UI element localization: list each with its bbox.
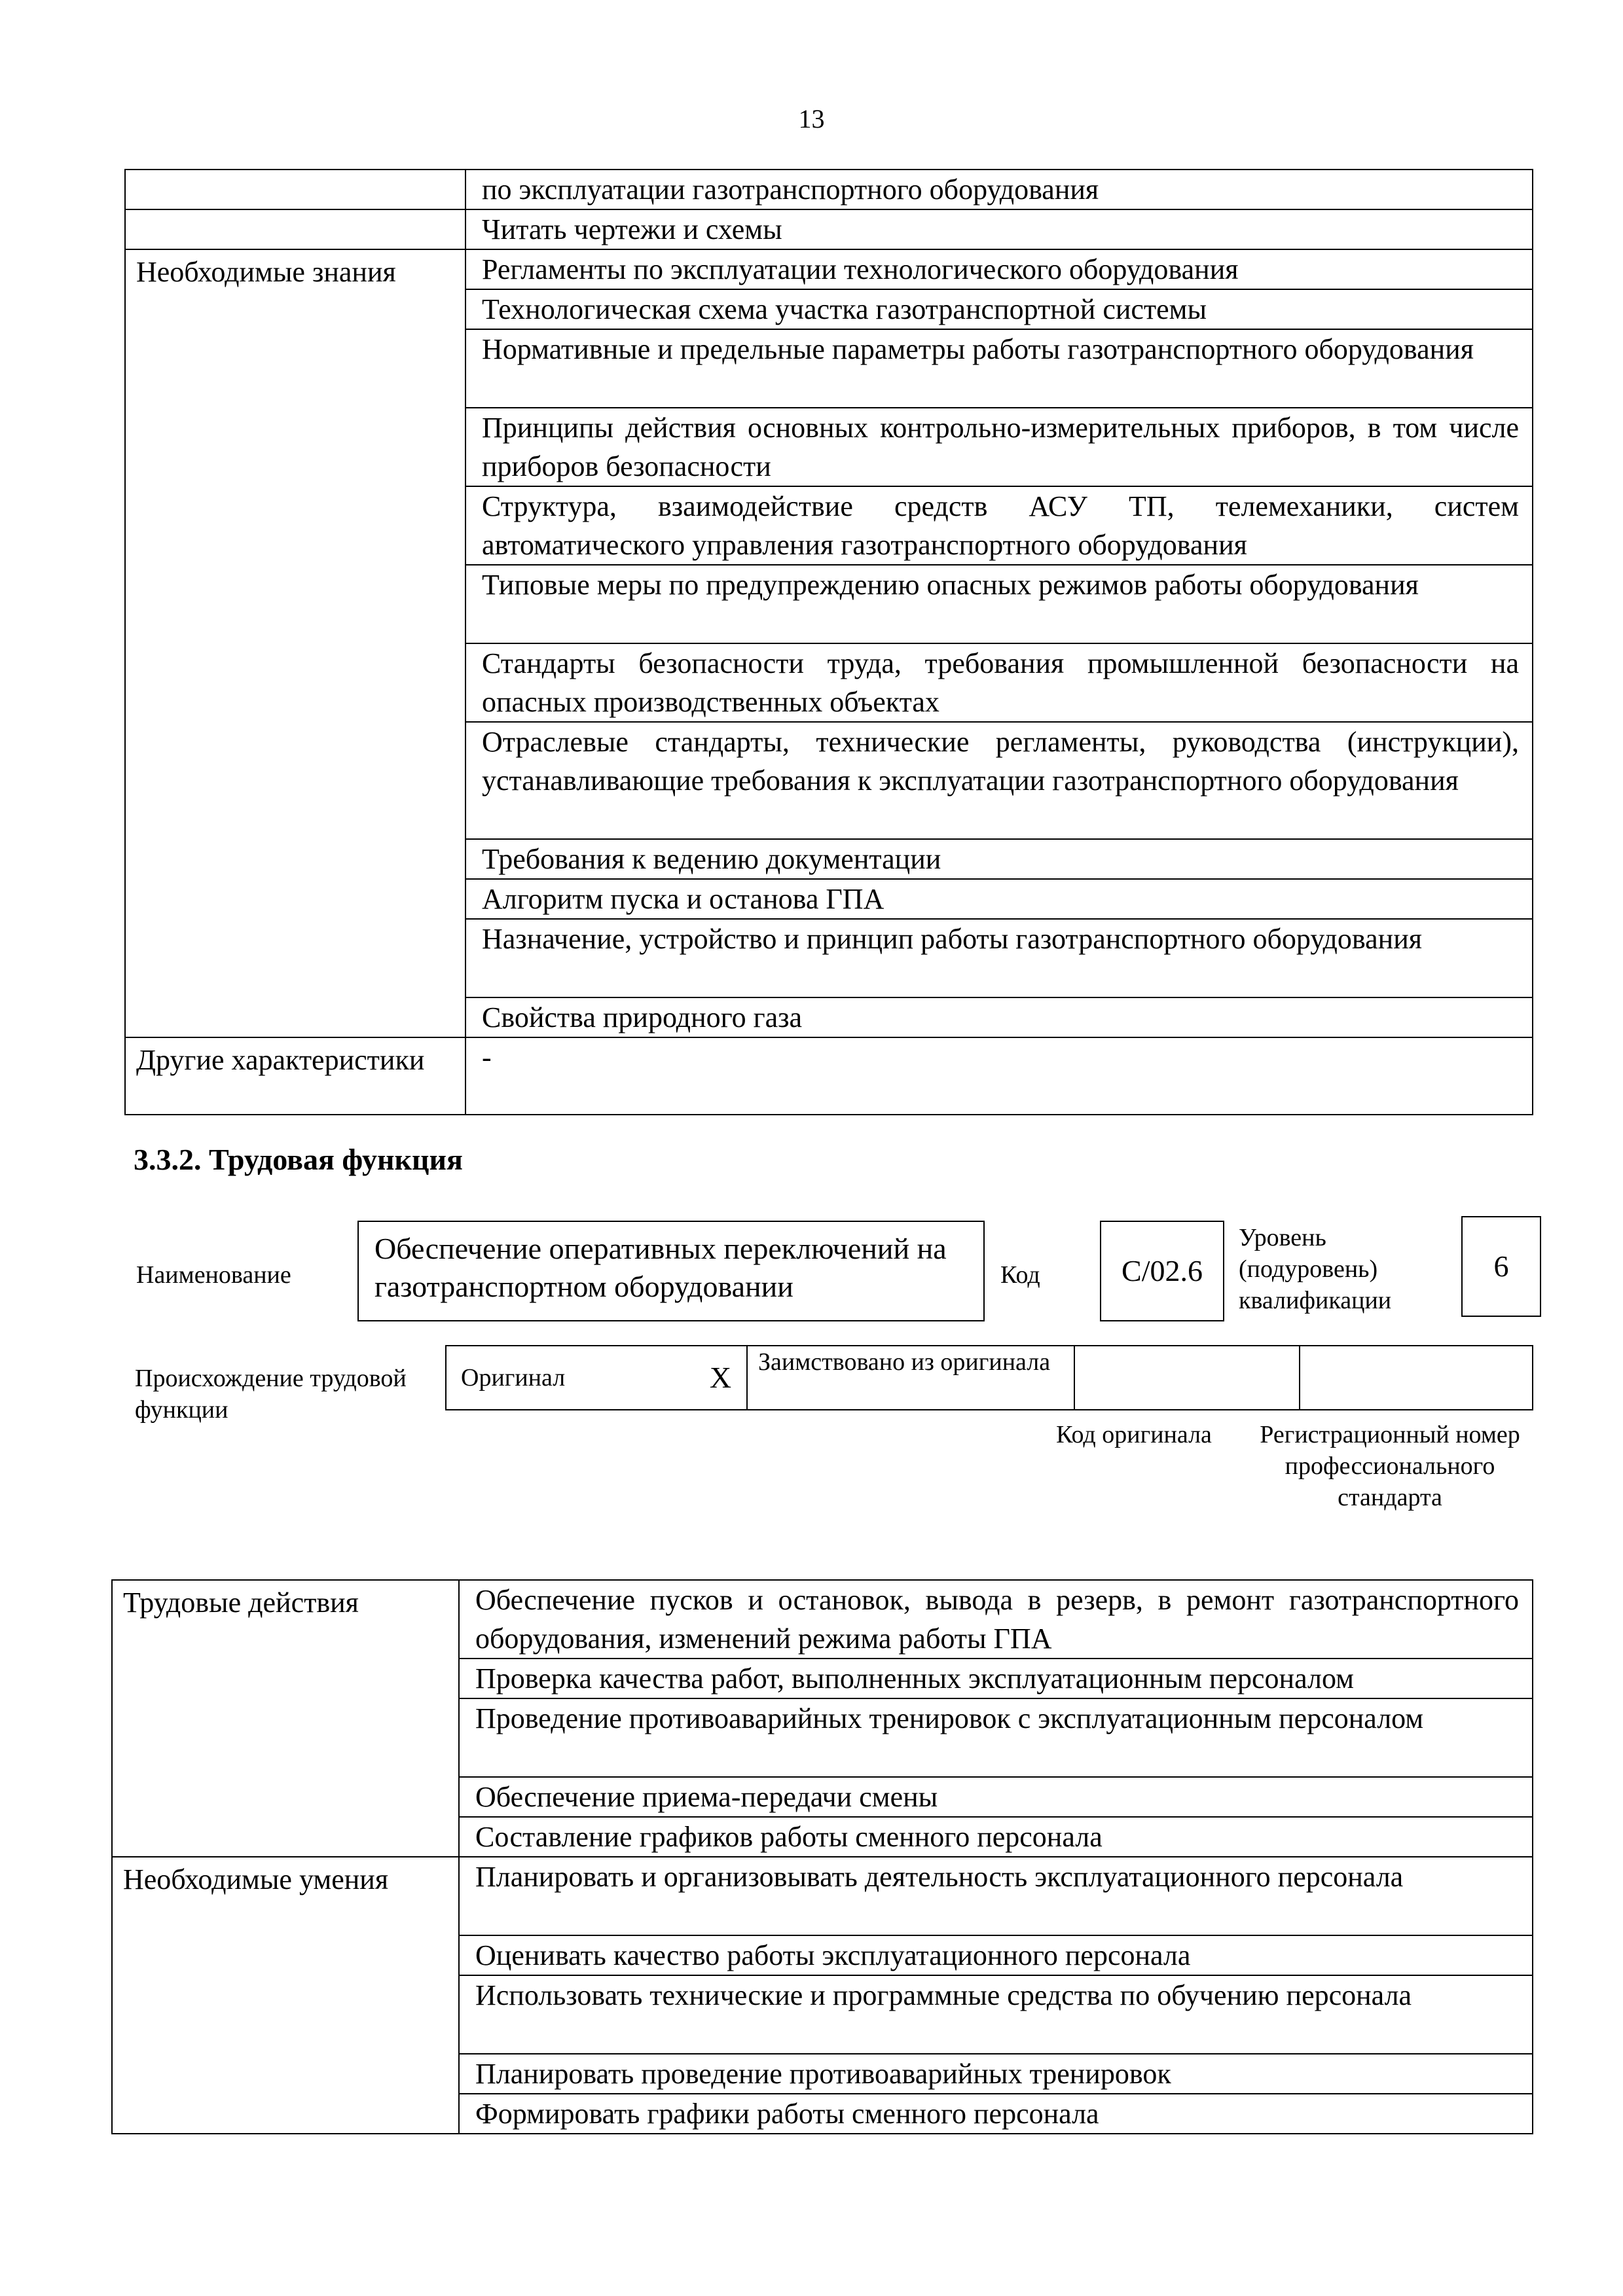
table-cell: Проведение противоаварийных тренировок с эксплуатационным персоналом [459, 1698, 1533, 1777]
table-cell: Планировать проведение противоаварийных тренировок [459, 2054, 1533, 2094]
origin-label: Происхождение трудовой функции [135, 1365, 407, 1424]
name-label: Наименование [136, 1261, 291, 1289]
reg-caption: Регистрационный номер профессионального стандарта [1260, 1421, 1520, 1511]
table-row [125, 1037, 1533, 1115]
table-cell: Регламенты по эксплуатации технологического оборудования [465, 249, 1533, 289]
code-caption: Код оригинала [1056, 1421, 1212, 1448]
level-box [1461, 1216, 1541, 1317]
table-row [446, 1346, 1533, 1410]
table-cell: Структура, взаимодействие средств АСУ ТП, телемеханики, систем автоматического управления газотранспортного оборудования [465, 486, 1533, 565]
code-label: Код [1000, 1261, 1040, 1289]
table-cell: Принципы действия основных контрольно-измерительных приборов, в том числе приборов безопасности [465, 408, 1533, 486]
registration-number-cell [1300, 1346, 1533, 1410]
table-cell: Планировать и организовывать деятельность эксплуатационного персонала [459, 1857, 1533, 1935]
knowledge-table [124, 169, 1533, 1115]
table-cell: Отраслевые стандарты, технические регламенты, руководства (инструкции), устанавливающие требования к эксплуатации газотранспортного оборудования [465, 722, 1533, 839]
table-cell: Составление графиков работы сменного персонала [459, 1817, 1533, 1857]
table-cell: Формировать графики работы сменного персонала [459, 2094, 1533, 2134]
level-value: 6 [1493, 1249, 1509, 1283]
original-mark: X [695, 1346, 747, 1410]
table-cell: Алгоритм пуска и останова ГПА [465, 879, 1533, 919]
original-label: Оригинал [446, 1346, 695, 1410]
skills-label: Необходимые умения [112, 1857, 459, 2134]
origin-table [445, 1345, 1533, 1410]
table-cell: Типовые меры по предупреждению опасных режимов работы оборудования [465, 565, 1533, 643]
table-cell: Обеспечение приема-передачи смены [459, 1777, 1533, 1817]
table-row [125, 170, 1533, 209]
table-cell: Стандарты безопасности труда, требования промышленной безопасности на опасных производственных объектах [465, 643, 1533, 722]
table-cell: по эксплуатации газотранспортного оборудования [465, 170, 1533, 209]
actions-label: Трудовые действия [112, 1580, 459, 1857]
table-cell: Проверка качества работ, выполненных эксплуатационным персоналом [459, 1659, 1533, 1698]
table-cell: Обеспечение пусков и остановок, вывода в резерв, в ремонт газотранспортного оборудования, изменений режима работы ГПА [459, 1580, 1533, 1659]
code-box [1100, 1221, 1224, 1321]
code-value: С/02.6 [1122, 1254, 1203, 1287]
table-cell: Требования к ведению документации [465, 839, 1533, 879]
level-label: Уровень (подуровень) квалификации [1239, 1224, 1392, 1314]
table-cell: Использовать технические и программные средства по обучению персонала [459, 1975, 1533, 2054]
borrowed-label: Заимствовано из оригинала [747, 1346, 1074, 1410]
other-label: Другие характеристики [125, 1037, 465, 1115]
table-cell: Свойства природного газа [465, 997, 1533, 1037]
section-title: 3.3.2. Трудовая функция [134, 1143, 463, 1176]
table-row [125, 209, 1533, 249]
name-value: Обеспечение оперативных переключений на газотранспортном оборудовании [374, 1232, 947, 1303]
name-box [357, 1221, 985, 1321]
table-cell: Оценивать качество работы эксплуатационного персонала [459, 1935, 1533, 1975]
table-row [125, 249, 1533, 289]
table-row [112, 1580, 1533, 1659]
table-cell: Нормативные и предельные параметры работы газотранспортного оборудования [465, 329, 1533, 408]
table-cell: Технологическая схема участка газотранспортной системы [465, 289, 1533, 329]
table-cell: Читать чертежи и схемы [465, 209, 1533, 249]
other-value: - [465, 1037, 1533, 1115]
table-cell: Назначение, устройство и принцип работы газотранспортного оборудования [465, 919, 1533, 997]
page-number: 13 [798, 104, 825, 134]
table-row [112, 1857, 1533, 1935]
original-code-cell [1074, 1346, 1300, 1410]
knowledge-label: Необходимые знания [125, 249, 465, 1037]
actions-table [111, 1579, 1533, 2134]
